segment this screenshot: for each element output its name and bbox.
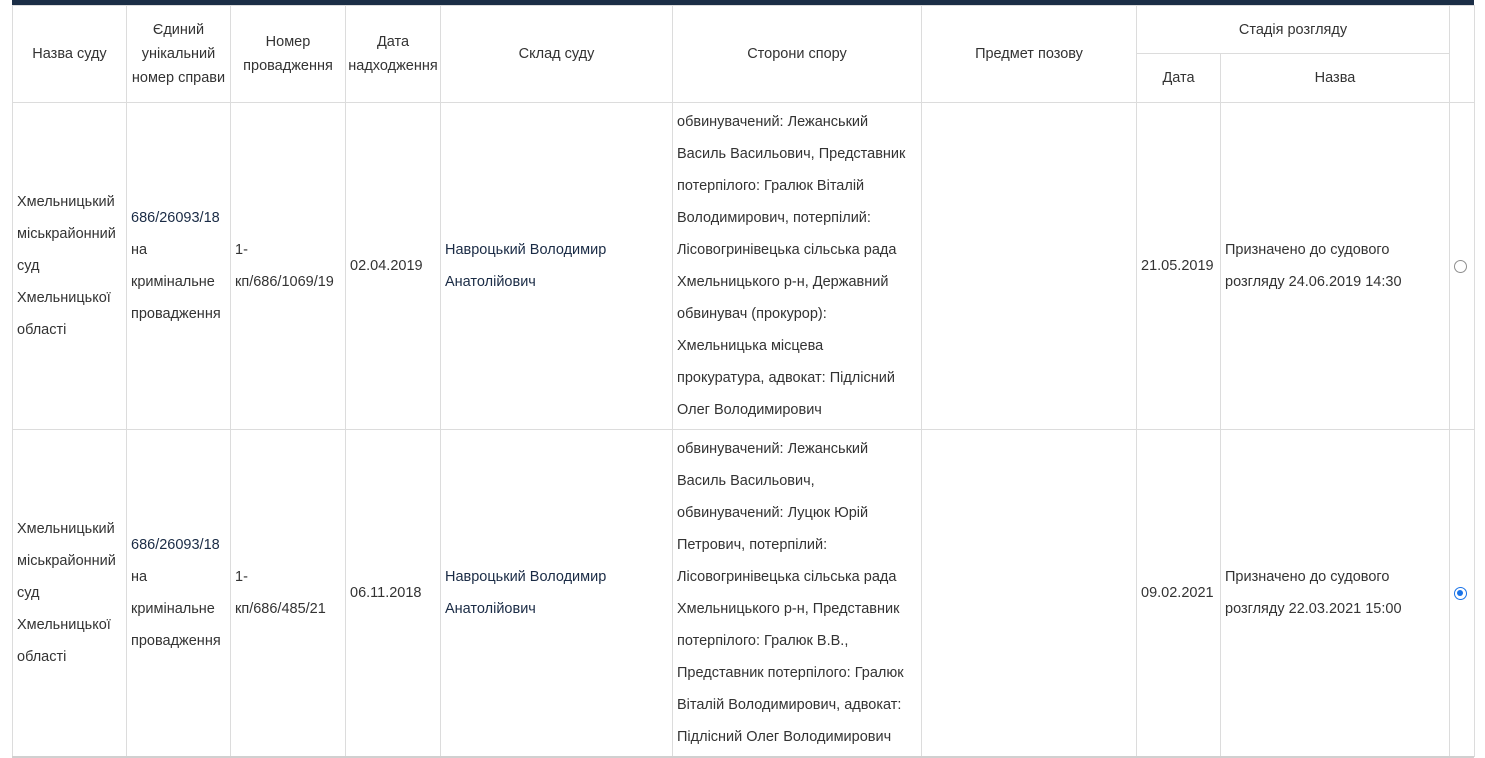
header-date-received: Дата надходження bbox=[346, 6, 441, 103]
date-received: 06.11.2018 bbox=[346, 430, 441, 757]
court-name: Хмельницький міськрайонний суд Хмельницької області bbox=[13, 430, 127, 757]
judge-cell bbox=[441, 103, 673, 430]
judge-link-line[interactable]: Навроцький Володимир bbox=[445, 242, 607, 258]
row-select-radio[interactable] bbox=[1454, 587, 1467, 600]
header-proceeding-number: Номер провадження bbox=[231, 6, 346, 103]
parties-cell: обвинувачений: Лежанський Василь Васильович, Представник потерпілого: Гралюк Віталій Володимирович, потерпілий: Лісовогринівецька сільська рада Хмельницького р-н, Державний обвинувач (прокурор): Хмельницька місцева прокуратура, адвокат: Підлісний Олег Володимирович bbox=[673, 103, 922, 430]
judge-link-line[interactable]: Анатолійович bbox=[445, 274, 536, 290]
select-cell bbox=[1450, 103, 1475, 430]
proceeding-number: 1- кп/686/1069/19 bbox=[231, 103, 346, 430]
court-name: Хмельницький міськрайонний суд Хмельницької області bbox=[13, 103, 127, 430]
header-case-number: Єдиний унікальний номер справи bbox=[127, 6, 231, 103]
header-stage-date: Дата bbox=[1137, 54, 1221, 103]
judge-link-line[interactable]: Навроцький Володимир bbox=[445, 569, 607, 585]
case-number-cell: 686/26093/18 на кримінальне провадження bbox=[127, 430, 231, 757]
header-stage: Стадія розгляду bbox=[1137, 6, 1450, 54]
header-select bbox=[1450, 6, 1475, 103]
court-cases-table bbox=[12, 5, 1475, 757]
table-row bbox=[13, 430, 1475, 757]
header-subject: Предмет позову bbox=[922, 6, 1137, 103]
table-row bbox=[13, 103, 1475, 430]
subject-cell bbox=[922, 103, 1137, 430]
stage-name: Призначено до судового розгляду 22.03.2021 15:00 bbox=[1221, 430, 1450, 757]
judge-cell bbox=[441, 430, 673, 757]
case-number-cell: 686/26093/18 на кримінальне провадження bbox=[127, 103, 231, 430]
select-cell bbox=[1450, 430, 1475, 757]
parties-cell: обвинувачений: Лежанський Василь Васильович, обвинувачений: Луцюк Юрій Петрович, потерпілий: Лісовогринівецька сільська рада Хмельницького р-н, Представник потерпілого: Гралюк В.В., Представник потерпілого: Гралюк Віталій Володимирович, адвокат: Підлісний Олег Володимирович bbox=[673, 430, 922, 757]
subject-cell bbox=[922, 430, 1137, 757]
header-court-composition: Склад суду bbox=[441, 6, 673, 103]
stage-date: 09.02.2021 bbox=[1137, 430, 1221, 757]
case-number-link[interactable]: 686/26093/18 bbox=[131, 537, 220, 553]
case-number-link[interactable]: 686/26093/18 bbox=[131, 210, 220, 226]
row-select-radio[interactable] bbox=[1454, 260, 1467, 273]
proceeding-number: 1- кп/686/485/21 bbox=[231, 430, 346, 757]
stage-name: Призначено до судового розгляду 24.06.2019 14:30 bbox=[1221, 103, 1450, 430]
date-received: 02.04.2019 bbox=[346, 103, 441, 430]
header-stage-name: Назва bbox=[1221, 54, 1450, 103]
judge-link-line[interactable]: Анатолійович bbox=[445, 601, 536, 617]
header-court-name: Назва суду bbox=[13, 6, 127, 103]
header-parties: Сторони спору bbox=[673, 6, 922, 103]
stage-date: 21.05.2019 bbox=[1137, 103, 1221, 430]
